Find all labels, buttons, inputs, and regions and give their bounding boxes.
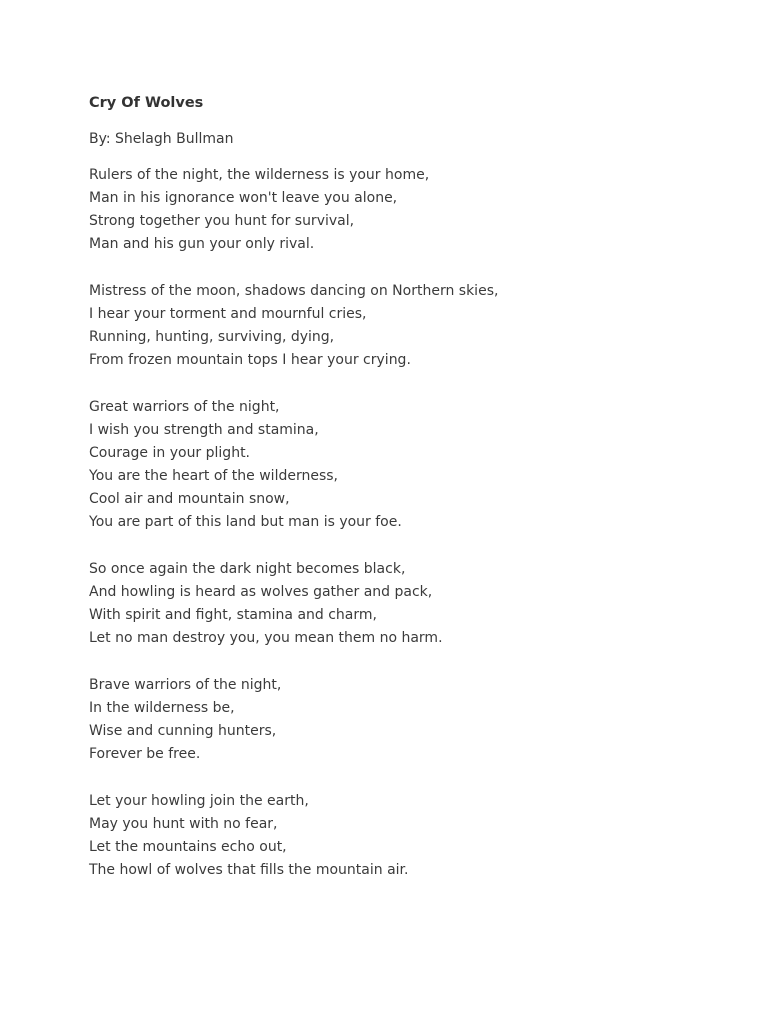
- poem-line: From frozen mountain tops I hear your crying.: [89, 352, 411, 368]
- document-page: [89, 92, 729, 906]
- poem-line: You are the heart of the wilderness,: [89, 468, 338, 484]
- poem-line: Let the mountains echo out,: [89, 839, 287, 855]
- poem-line: You are part of this land but man is your foe.: [89, 514, 402, 530]
- poem-line: Running, hunting, surviving, dying,: [89, 329, 335, 345]
- poem-line: Brave warriors of the night,: [89, 677, 282, 693]
- poem-line: So once again the dark night becomes black,: [89, 561, 406, 577]
- poem-line: Rulers of the night, the wilderness is your home,: [89, 167, 430, 183]
- poem-title: Cry Of Wolves: [89, 95, 204, 111]
- stanza-5: [89, 674, 729, 766]
- stanza-3: [89, 396, 729, 534]
- poem-line: Man in his ignorance won't leave you alone,: [89, 190, 398, 206]
- poem-line: Cool air and mountain snow,: [89, 491, 290, 507]
- poem-line: Forever be free.: [89, 746, 201, 762]
- poem-line: Let no man destroy you, you mean them no harm.: [89, 630, 443, 646]
- poem-line: Strong together you hunt for survival,: [89, 213, 355, 229]
- poem-line: Courage in your plight.: [89, 445, 251, 461]
- stanza-6: [89, 790, 729, 882]
- poem-line: I hear your torment and mournful cries,: [89, 306, 367, 322]
- poem-line: Let your howling join the earth,: [89, 793, 309, 809]
- poem-line: Man and his gun your only rival.: [89, 236, 315, 252]
- poem-line: In the wilderness be,: [89, 700, 235, 716]
- poem-line: Mistress of the moon, shadows dancing on Northern skies,: [89, 283, 499, 299]
- poem-line: And howling is heard as wolves gather and pack,: [89, 584, 433, 600]
- stanza-2: [89, 280, 729, 372]
- poem-line: I wish you strength and stamina,: [89, 422, 319, 438]
- poem-line: With spirit and fight, stamina and charm,: [89, 607, 377, 623]
- stanza-1: [89, 164, 729, 256]
- poem-line: Great warriors of the night,: [89, 399, 280, 415]
- poem-byline: By: Shelagh Bullman: [89, 131, 234, 147]
- poem-line: Wise and cunning hunters,: [89, 723, 277, 739]
- poem-line: May you hunt with no fear,: [89, 816, 278, 832]
- poem-line: The howl of wolves that fills the mountain air.: [89, 862, 409, 878]
- stanza-4: [89, 558, 729, 650]
